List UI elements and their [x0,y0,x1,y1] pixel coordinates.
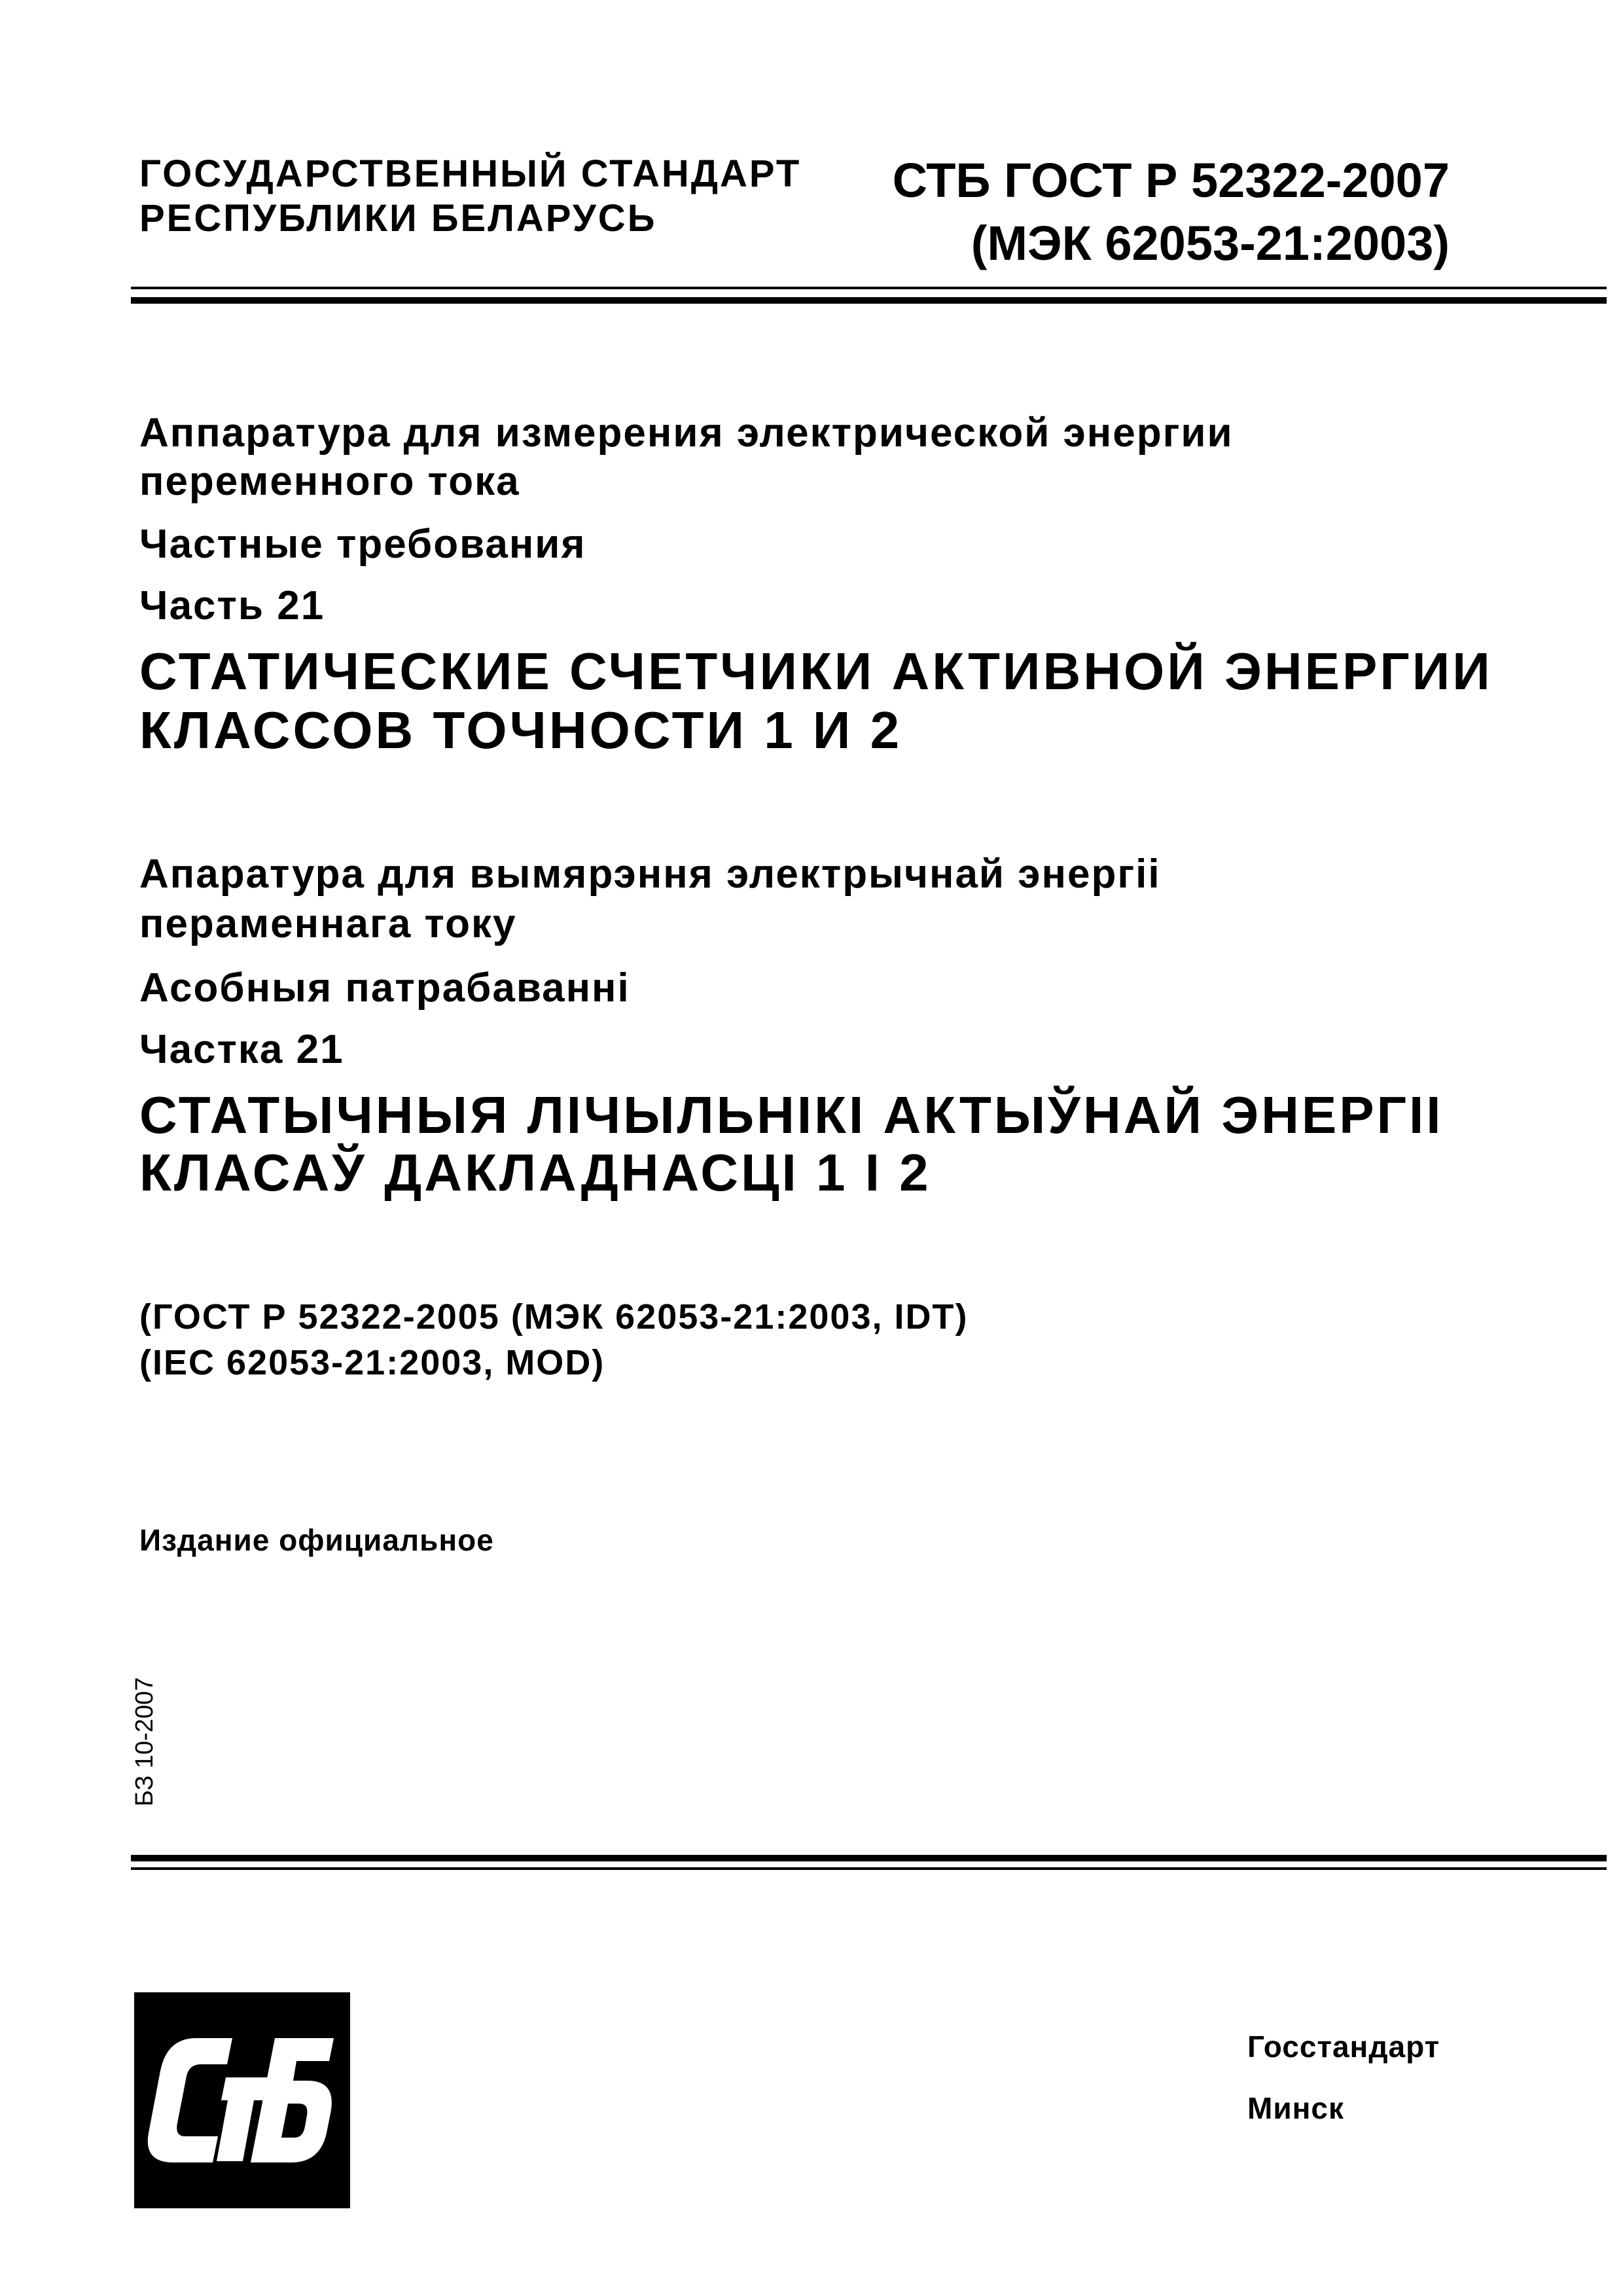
footer-rule-thick [131,1855,1607,1861]
reference-line-2: (IEC 62053-21:2003, MOD) [139,1343,605,1382]
designation-code: СТБ ГОСТ Р 52322-2007 [892,153,1450,207]
title-by-line-2: пераменнага току [139,901,517,946]
title-by-part: Частка 21 [139,1027,344,1072]
title-by-main-line-1: СТАТЫЧНЫЯ ЛІЧЫЛЬНІКІ АКТЫЎНАЙ ЭНЕРГІІ [139,1086,1444,1144]
stb-logo-mark [134,1992,350,2208]
title-ru-subtitle: Частные требования [139,522,586,567]
side-code: БЗ 10-2007 [131,1677,158,1806]
issuer-line-1: ГОСУДАРСТВЕННЫЙ СТАНДАРТ [139,152,802,195]
stb-logo [134,1992,350,2208]
header-rule-thin [131,287,1607,289]
edition-label: Издание официальное [139,1523,494,1557]
header-rule-thick [131,297,1607,304]
standard-designation [864,149,1450,275]
issuer-name [139,152,801,241]
title-ru-line-2: переменного тока [139,459,520,504]
title-ru-main-line-1: СТАТИЧЕСКИЕ СЧЕТЧИКИ АКТИВНОЙ ЭНЕРГИИ [139,642,1493,700]
iec-designation: (МЭК 62053-21:2003) [971,216,1450,270]
title-by-subtitle: Асобныя патрабаванні [139,965,630,1011]
title-ru-main-line-2: КЛАССОВ ТОЧНОСТИ 1 И 2 [139,701,902,759]
issuer-line-2: РЕСПУБЛИКИ БЕЛАРУСЬ [139,197,657,240]
title-by-main-line-2: КЛАСАЎ ДАКЛАДНАСЦІ 1 І 2 [139,1143,931,1202]
publisher-city: Минск [1247,2091,1344,2125]
publisher-name: Госстандарт [1247,2030,1440,2064]
footer-rule-thin [131,1867,1607,1870]
title-ru-part: Часть 21 [139,583,325,628]
reference-line-1: (ГОСТ Р 52322-2005 (МЭК 62053-21:2003, IDT) [139,1297,969,1336]
title-by-line-1: Апаратура для вымярэння электрычнай энергіі [139,852,1161,897]
title-ru-line-1: Аппаратура для измерения электрической энергии [139,410,1234,456]
